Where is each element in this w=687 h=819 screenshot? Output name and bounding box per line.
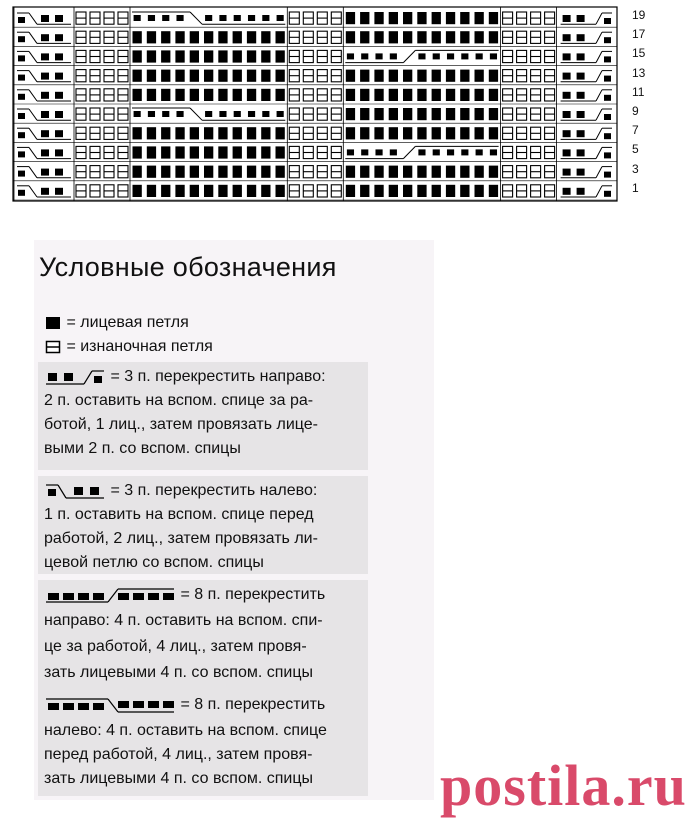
legend-cross8-left-line-1: = 8 п. перекрестить: [180, 696, 326, 714]
cross-3-right-icon: [44, 368, 106, 386]
row-number: 1: [632, 180, 639, 195]
legend-title: Условные обозначения: [39, 252, 337, 282]
legend-cross3-right-line-2: 2 п. оставить на вспом. спице за ра-: [44, 392, 314, 409]
row-number: 7: [632, 123, 639, 138]
legend-cross3-right-line-3: ботой, 1 лиц., затем провязать лице-: [44, 416, 318, 433]
legend-cross8-right-line-4: зать лицевыми 4 п. со вспом. спицы: [44, 664, 313, 681]
row-number: 17: [632, 27, 646, 42]
knit-stitch-icon: [44, 316, 62, 330]
cross-8-left-icon: [44, 696, 176, 714]
legend-cross8-left-line-3: перед работой, 4 лиц., затем провя-: [44, 746, 313, 763]
row-number: 15: [632, 46, 646, 61]
legend-cross8-right-line-1: = 8 п. перекрестить: [180, 586, 326, 604]
watermark: postila.ru: [440, 753, 687, 818]
legend-knit-text: = лицевая петля: [66, 314, 189, 331]
legend-cross8-left: [44, 696, 325, 714]
row-number: 9: [632, 104, 639, 118]
legend-cross8-right-line-2: направо: 4 п. оставить на вспом. спи-: [44, 612, 323, 629]
legend-cross3-left-line-1: = 3 п. перекрестить налево:: [110, 482, 318, 500]
legend-purl-text: = изнаночная петля: [66, 338, 213, 355]
cross-8-right-icon: [44, 586, 176, 604]
legend-cross8-left-line-4: зать лицевыми 4 п. со вспом. спицы: [44, 770, 313, 787]
legend-cross3-right-line-1: = 3 п. перекрестить направо:: [110, 368, 326, 386]
legend-panel: [34, 240, 434, 800]
legend-cross3-left-line-4: цевой петлю со вспом. спицы: [44, 554, 264, 571]
row-number: 3: [632, 161, 639, 176]
knitting-chart: [12, 6, 618, 204]
row-number: 19: [632, 8, 646, 22]
legend-cross8-right-line-3: це за работой, 4 лиц., затем провя-: [44, 638, 307, 655]
legend-cross3-left-line-2: 1 п. оставить на вспом. спице перед: [44, 506, 314, 523]
legend-cross3-left-line-3: работой, 2 лиц., затем провязать ли-: [44, 530, 318, 547]
purl-stitch-icon: [44, 340, 62, 354]
legend-cross8-right: [44, 586, 325, 604]
legend-cross3-right-line-4: выми 2 п. со вспом. спицы: [44, 440, 241, 457]
legend-cross3-right: [44, 368, 326, 386]
row-number: 5: [632, 142, 639, 157]
row-number: 11: [632, 84, 645, 99]
legend-cross3-left: [44, 482, 317, 500]
legend-purl: [44, 338, 213, 356]
row-number: 13: [632, 65, 646, 80]
cross-3-left-icon: [44, 482, 106, 500]
legend-cross8-left-line-2: налево: 4 п. оставить на вспом. спице: [44, 722, 327, 739]
legend-knit: [44, 314, 189, 332]
